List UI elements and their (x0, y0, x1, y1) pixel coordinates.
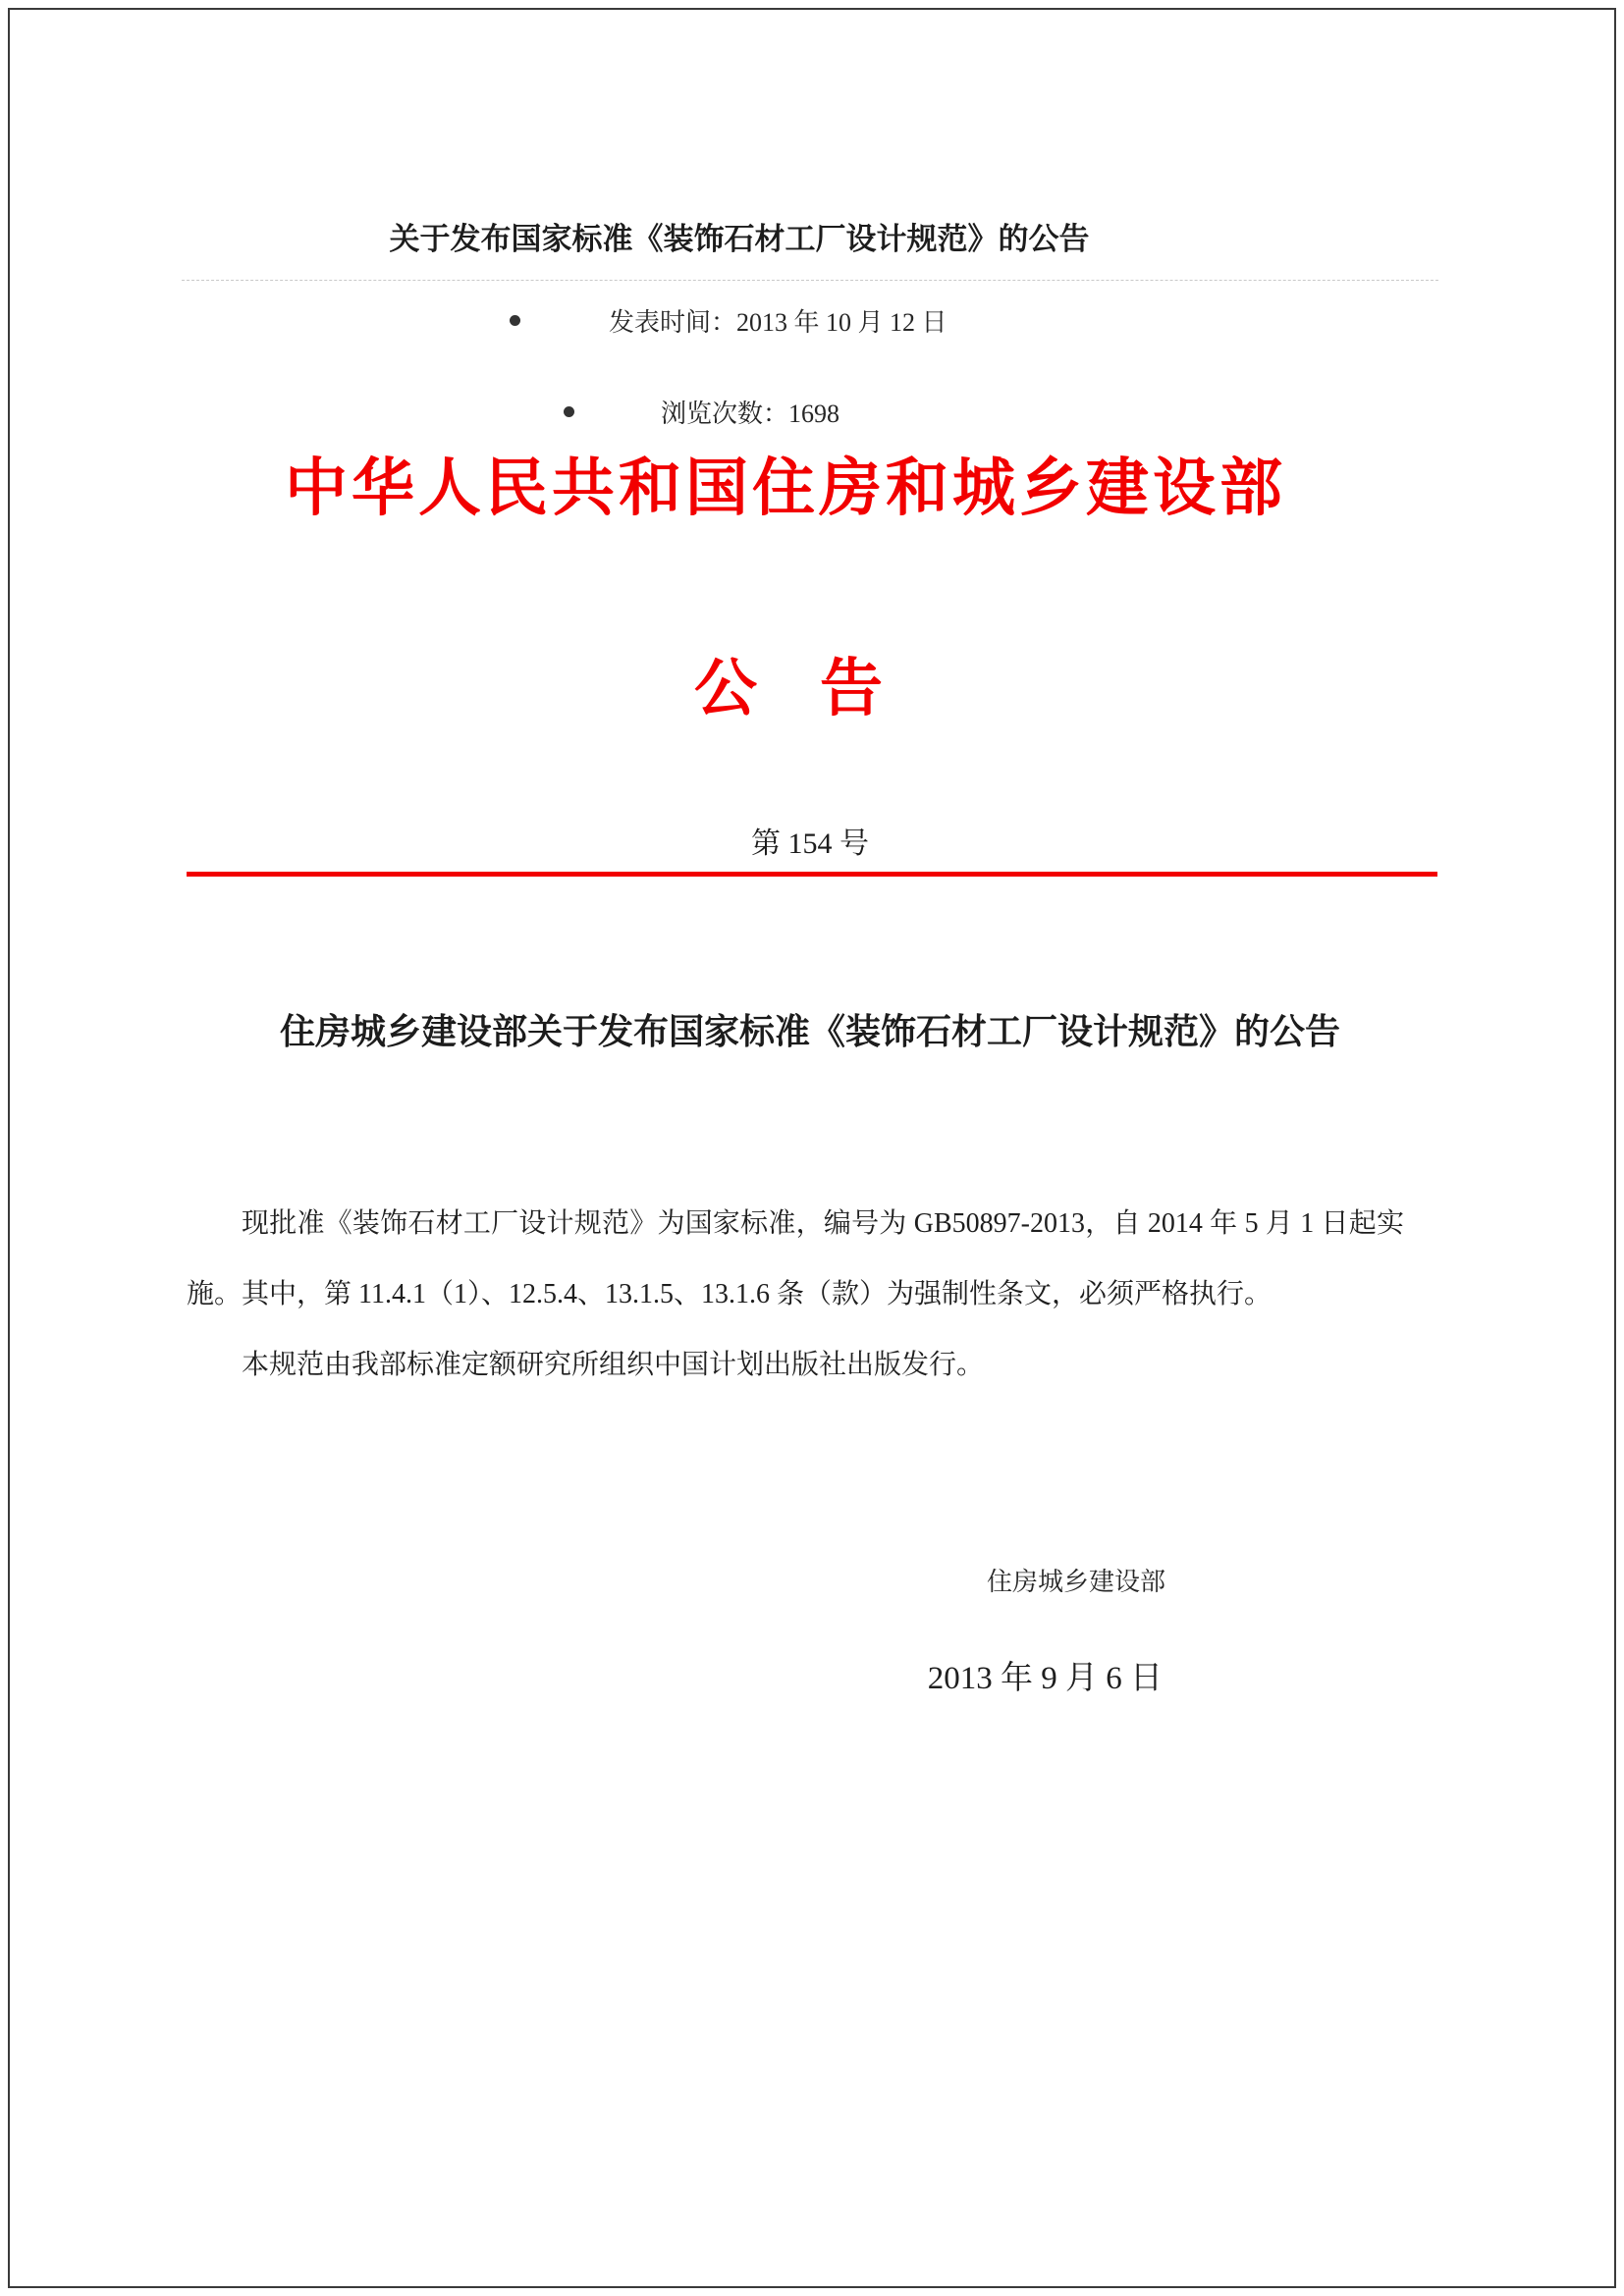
announcement-body (187, 1189, 1404, 1401)
announcement-title: 住房城乡建设部关于发布国家标准《装饰石材工厂设计规范》的公告 (279, 1012, 1340, 1051)
publish-time-row (510, 305, 947, 335)
title-divider (182, 280, 1438, 281)
ministry-name: 中华人民共和国住房和城乡建设部 (285, 454, 1286, 523)
bullet-icon (564, 406, 574, 417)
publish-time-text: 发表时间：2013 年 10 月 12 日 (609, 307, 947, 337)
signature-date: 2013 年 9 月 6 日 (927, 1661, 1163, 1696)
announcement-number: 第 154 号 (751, 828, 869, 860)
page-title: 关于发布国家标准《装饰石材工厂设计规范》的公告 (389, 222, 1090, 256)
red-divider-line (187, 872, 1437, 877)
view-count-row (564, 397, 839, 426)
body-paragraph-2: 本规范由我部标准定额研究所组织中国计划出版社出版发行。 (242, 1350, 985, 1380)
view-count-text: 浏览次数：1698 (661, 399, 840, 428)
bullet-icon (510, 315, 520, 326)
signature: 住房城乡建设部 (986, 1568, 1165, 1596)
announcement-word: 公 告 (694, 654, 883, 723)
body-paragraph-1: 现批准《装饰石材工厂设计规范》为国家标准，编号为 GB50897-2013，自 2014 年 5 月 1 日起实施。其中，第 11.4.1（1）、12.5.4、13.1.5、13.1.6 条（款）为强制性条文，必须严格执行。 (187, 1208, 1404, 1309)
page-border (8, 8, 1616, 2288)
